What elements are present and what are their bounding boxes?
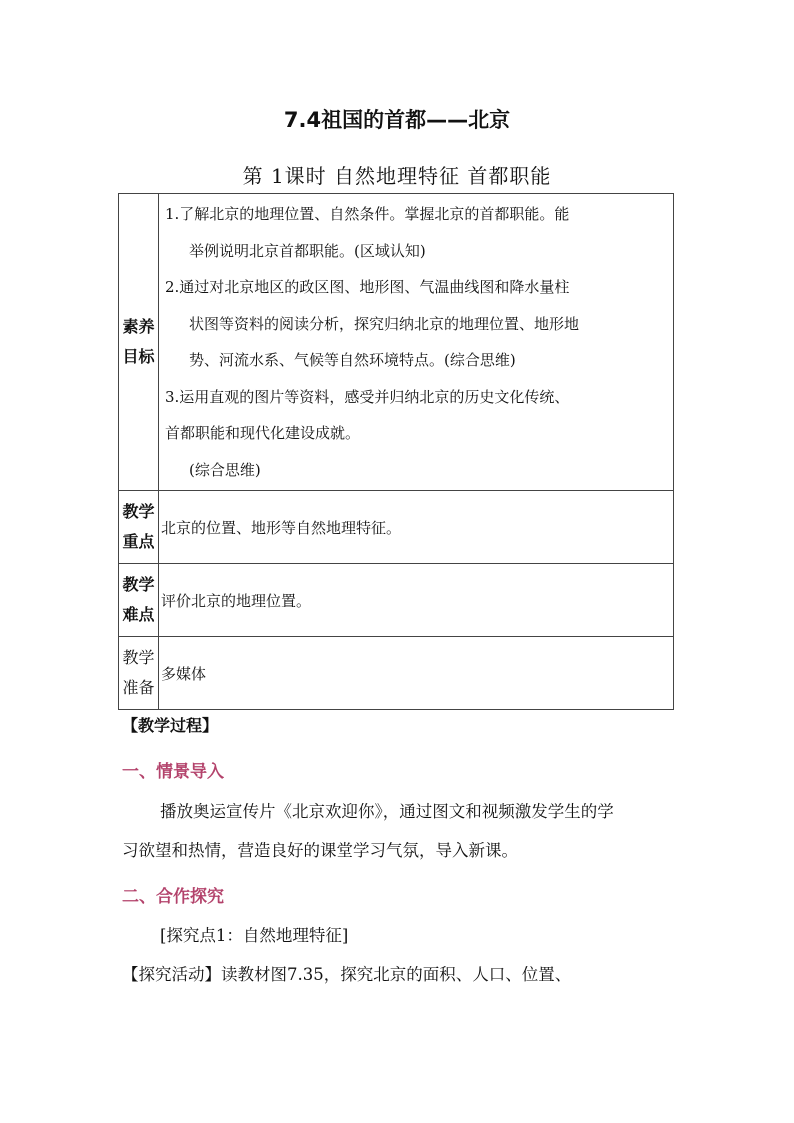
section1-heading: 一、情景导入	[122, 762, 224, 782]
explore-activity-line: 【探究活动】读教材图7.35，探究北京的面积、人口、位置、	[122, 965, 572, 984]
preparation-header-line2: 准备	[122, 678, 155, 697]
section2-heading: 二、合作探究	[122, 887, 224, 907]
section2-paragraph	[122, 916, 678, 994]
goal-1-line1: 1.了解北京的地理位置、自然条件。掌握北京的首都职能。能	[165, 205, 570, 223]
section1-para-line1: 播放奥运宣传片《北京欢迎你》，通过图文和视频激发学生的学	[160, 802, 614, 821]
preparation-header-line1: 教学	[122, 648, 155, 667]
difficulties-row	[119, 564, 674, 637]
difficulties-header	[119, 564, 159, 637]
goals-row	[119, 194, 674, 491]
difficulties-header-line2: 难点	[122, 605, 155, 624]
key-points-header	[119, 491, 159, 564]
difficulties-header-line1: 教学	[122, 575, 155, 594]
section1-para-line2: 习欲望和热情，营造良好的课堂学习气氛，导入新课。	[122, 841, 518, 860]
difficulties-text: 评价北京的地理位置。	[159, 564, 674, 637]
goals-content	[159, 194, 674, 491]
goal-1-line2: 举例说明北京首都职能。(区域认知)	[189, 241, 426, 260]
goals-header	[119, 194, 159, 491]
page-title: 7.4祖国的首都——北京	[283, 108, 511, 132]
key-points-header-line1: 教学	[122, 502, 155, 521]
process-label: 【教学过程】	[122, 716, 219, 735]
goals-header-line1: 素养	[122, 317, 155, 336]
explore-point-label: [探究点1：自然地理特征]	[160, 926, 349, 945]
goal-3-line1: 3.运用直观的图片等资料，感受并归纳北京的历史文化传统、	[165, 387, 570, 406]
preparation-text: 多媒体	[159, 637, 674, 710]
key-points-row	[119, 491, 674, 564]
key-points-text: 北京的位置、地形等自然地理特征。	[159, 491, 674, 564]
goals-header-line2: 目标	[122, 347, 155, 366]
lesson-info-table	[118, 193, 674, 710]
preparation-row	[119, 637, 674, 710]
section1-paragraph	[122, 792, 678, 870]
lesson-subtitle: 第 1课时 自然地理特征 首都职能	[242, 164, 552, 188]
goal-3-line3: (综合思维)	[189, 460, 261, 479]
key-points-header-line2: 重点	[122, 532, 155, 551]
goal-2-line3: 势、河流水系、气候等自然环境特点。(综合思维)	[189, 351, 516, 369]
goal-2-line1: 2.通过对北京地区的政区图、地形图、气温曲线图和降水量柱	[165, 278, 570, 296]
preparation-header	[119, 637, 159, 710]
goal-3-line2: 首都职能和现代化建设成就。	[165, 424, 361, 442]
goal-2-line2: 状图等资料的阅读分析，探究归纳北京的地理位置、地形地	[189, 314, 580, 333]
